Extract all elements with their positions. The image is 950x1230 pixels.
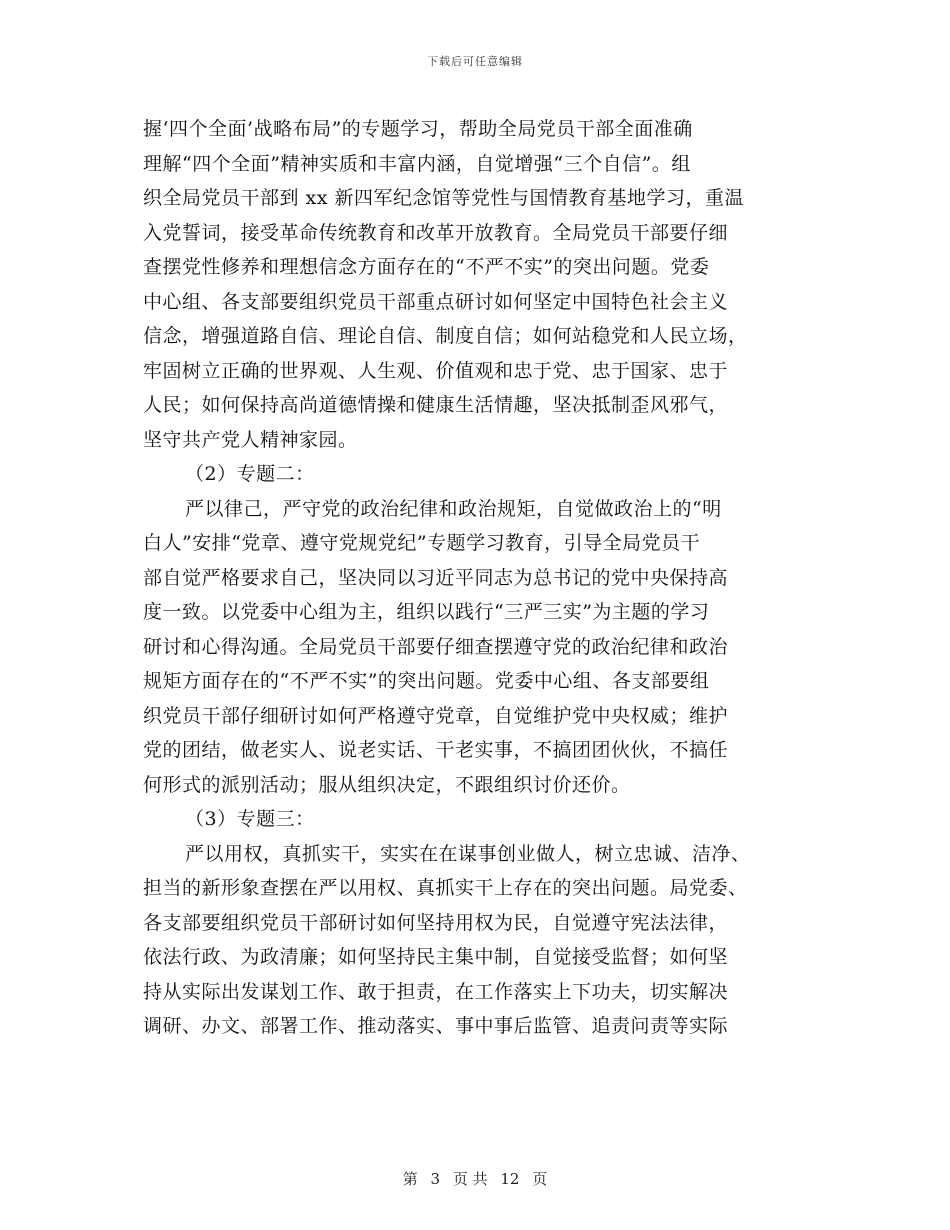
footer-mid: 页 共 — [452, 1170, 488, 1188]
footer-suffix: 页 — [532, 1170, 548, 1188]
text-line: 严以律己，严守党的政治纪律和政治规矩，自觉做政治上的“明 — [185, 497, 722, 520]
text-line: 度一致。以党委中心组为主，组织以践行“三严三实”为主题的学习 — [143, 601, 710, 623]
text-line: 白人”安排“党章、遵守党规党纪”专题学习教育，引导全局党员干 — [143, 532, 701, 554]
text-line: 各支部要组织党员干部研讨如何坚持用权为民，自觉遵守宪法法律， — [143, 911, 729, 934]
footer-prefix: 第 — [402, 1170, 418, 1188]
text-line: 入党誓词，接受革命传统教育和改革开放教育。全局党员干部要仔细 — [143, 221, 729, 244]
text-line: 查摆党性修养和理想信念方面存在的“不严不实”的突出问题。党委 — [143, 256, 710, 278]
text-line: 严以用权，真抓实干，实实在在谋事创业做人，树立忠诚、洁净、 — [185, 842, 751, 865]
page-header: 下载后可任意编辑 — [427, 55, 523, 68]
body-text — [143, 112, 823, 1044]
text-line: 规矩方面存在的“不严不实”的突出问题。党委中心组、各支部要组 — [143, 670, 710, 692]
page-footer — [0, 1168, 950, 1189]
section-heading-2: （2）专题二： — [185, 463, 315, 485]
text-line: 依法行政、为政清廉；如何坚持民主集中制，自觉接受监督；如何坚 — [143, 946, 729, 968]
total-page-count: 12 — [500, 1170, 520, 1188]
text-line: 织全局党员干部到 xx 新四军纪念馆等党性与国情教育基地学习，重温 — [143, 187, 745, 209]
text-line: 研讨和心得沟通。全局党员干部要仔细查摆遵守党的政治纪律和政治 — [143, 635, 729, 658]
text-line: 信念，增强道路自信、理论自信、制度自信；如何站稳党和人民立场， — [143, 325, 748, 347]
text-line: 何形式的派别活动；服从组织决定，不跟组织讨价还价。 — [143, 773, 631, 796]
text-line: 坚守共产党人精神家园。 — [143, 428, 358, 451]
current-page-number: 3 — [430, 1170, 441, 1188]
text-line: 理解“四个全面”精神实质和丰富内涵，自觉增强“三个自信”。组 — [143, 152, 691, 175]
text-line: 握‘四个全面’战略布局”的专题学习，帮助全局党员干部全面准确 — [143, 118, 693, 140]
text-line: 担当的新形象查摆在严以用权、真抓实干上存在的突出问题。局党委、 — [143, 877, 748, 899]
text-line: 织党员干部仔细研讨如何严格遵守党章，自觉维护党中央权威；维护 — [143, 704, 729, 727]
text-line: 持从实际出发谋划工作、敢于担责，在工作落实上下功夫，切实解决 — [143, 980, 729, 1003]
text-line: 部自觉严格要求自己，坚决同以习近平同志为总书记的党中央保持高 — [143, 566, 729, 589]
section-heading-3: （3）专题三： — [185, 808, 315, 830]
text-line: 中心组、各支部要组织党员干部重点研讨如何坚定中国特色社会主义 — [143, 290, 729, 313]
text-line: 人民；如何保持高尚道德情操和健康生活情趣，坚决抵制歪风邪气， — [143, 394, 729, 416]
text-line: 调研、办文、部署工作、推动落实、事中事后监管、追责问责等实际 — [143, 1015, 729, 1037]
text-line: 牢固树立正确的世界观、人生观、价值观和忠于党、忠于国家、忠于 — [143, 359, 729, 382]
text-line: 党的团结，做老实人、说老实话、干老实事，不搞团团伙伙，不搞任 — [143, 739, 729, 761]
